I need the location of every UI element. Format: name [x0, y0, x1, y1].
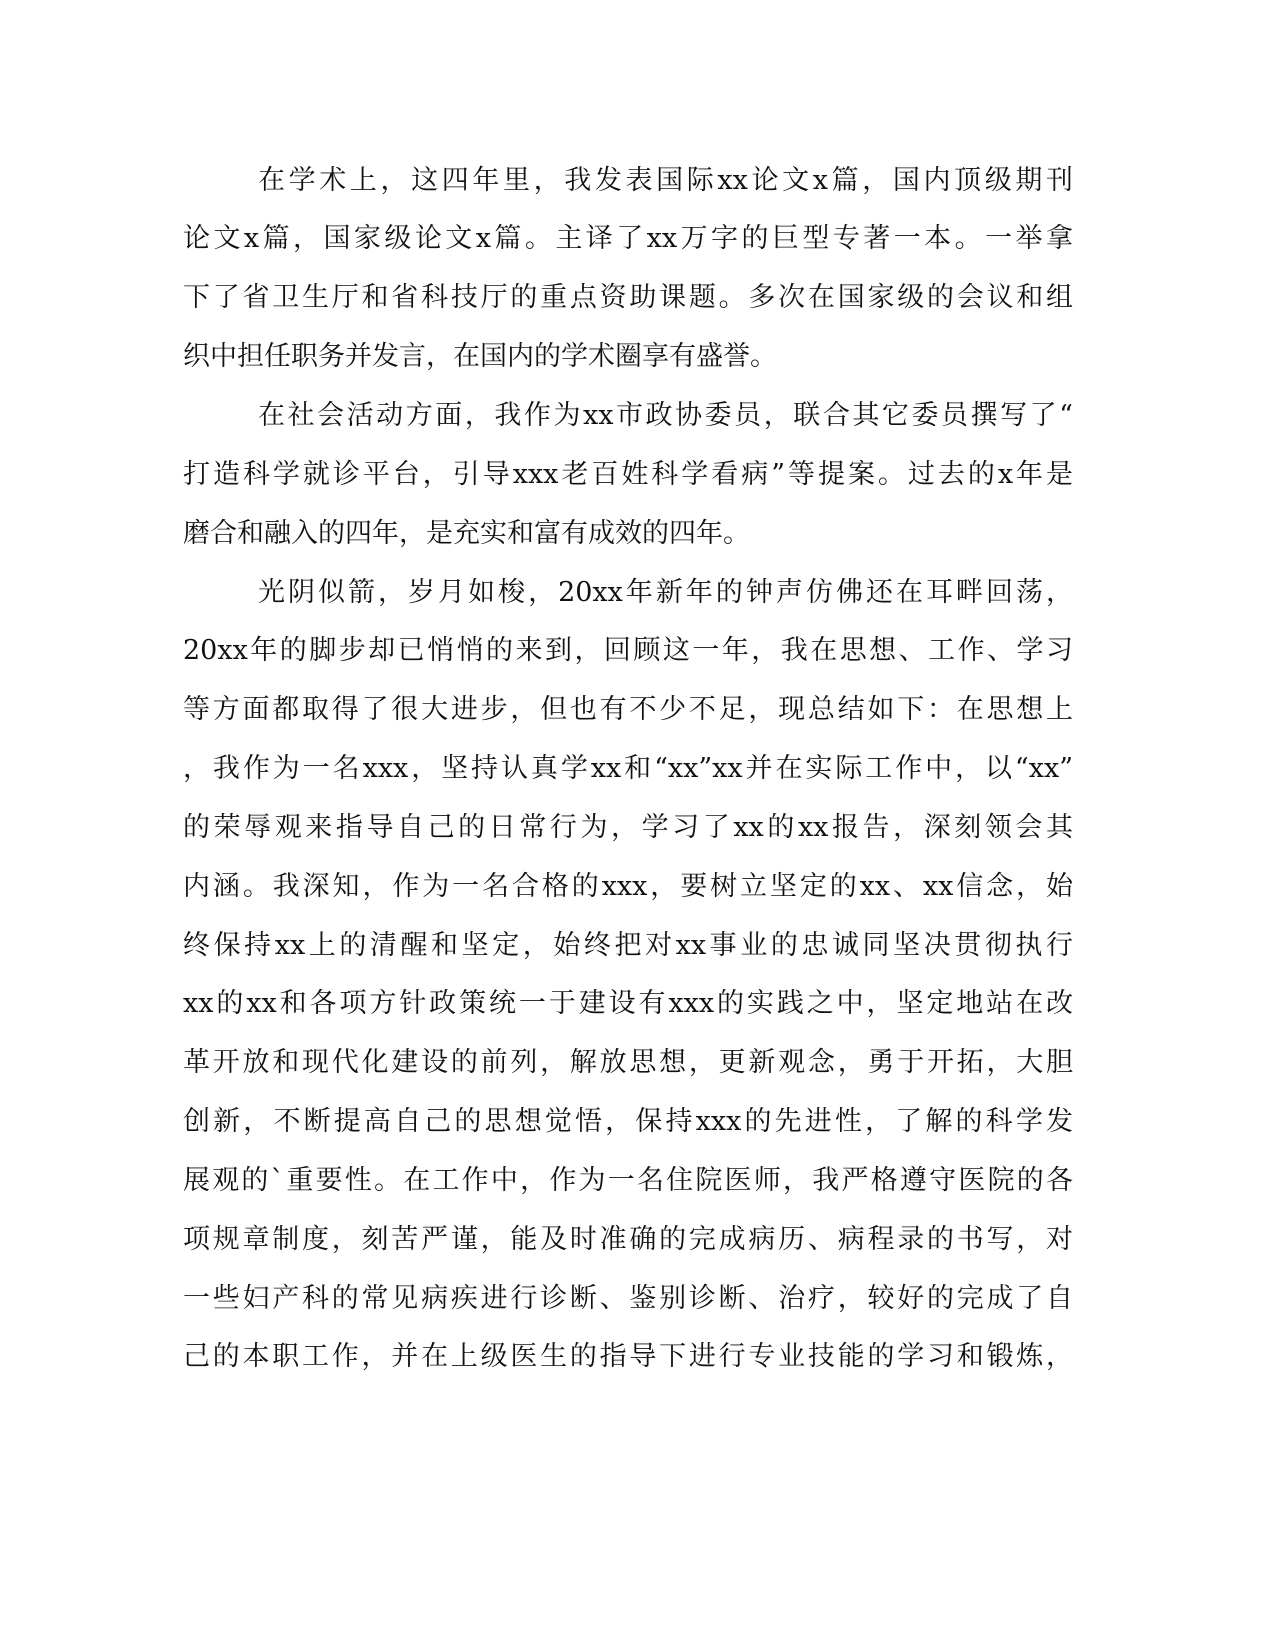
text-line: 的荣辱观来指导自己的日常行为，学习了xx的xx报告，深刻领会其 [183, 812, 1073, 843]
text-line: 创新，不断提高自己的思想觉悟，保持xxx的先进性，了解的科学发 [183, 1106, 1073, 1137]
text-line: 论文x篇，国家级论文x篇。主译了xx万字的巨型专著一本。一举拿 [183, 223, 1073, 254]
text-line: 下了省卫生厅和省科技厅的重点资助课题。多次在国家级的会议和组 [183, 282, 1073, 313]
text-line: 打造科学就诊平台，引导xxx老百姓科学看病”等提案。过去的x年是 [183, 459, 1073, 490]
text-line: 光阴似箭，岁月如梭，20xx年新年的钟声仿佛还在耳畔回荡， [258, 577, 1073, 608]
text-line: ，我作为一名xxx，坚持认真学xx和“xx”xx并在实际工作中，以“xx” [183, 753, 1073, 784]
text-line: 在学术上，这四年里，我发表国际xx论文x篇，国内顶级期刊 [258, 165, 1073, 196]
text-line: 在社会活动方面，我作为xx市政协委员，联合其它委员撰写了“ [258, 400, 1073, 431]
text-line: 项规章制度，刻苦严谨，能及时准确的完成病历、病程录的书写，对 [183, 1224, 1073, 1255]
text-line: 终保持xx上的清醒和坚定，始终把对xx事业的忠诚同坚决贯彻执行 [183, 930, 1073, 961]
text-line: 等方面都取得了很大进步，但也有不少不足，现总结如下：在思想上 [183, 694, 1073, 725]
text-line: 己的本职工作，并在上级医生的指导下进行专业技能的学习和锻炼， [183, 1341, 1073, 1372]
text-line: 展观的`重要性。在工作中，作为一名住院医师，我严格遵守医院的各 [183, 1165, 1073, 1196]
text-line: 革开放和现代化建设的前列，解放思想，更新观念，勇于开拓，大胆 [183, 1047, 1073, 1078]
text-line: 内涵。我深知，作为一名合格的xxx，要树立坚定的xx、xx信念，始 [183, 871, 1073, 902]
text-line: 织中担任职务并发言，在国内的学术圈享有盛誉。 [183, 341, 777, 372]
text-line: 20xx年的脚步却已悄悄的来到，回顾这一年，我在思想、工作、学习 [183, 635, 1073, 666]
text-line: 一些妇产科的常见病疾进行诊断、鉴别诊断、治疗，较好的完成了自 [183, 1283, 1073, 1314]
text-line: 磨合和融入的四年，是充实和富有成效的四年。 [183, 518, 750, 549]
text-line: xx的xx和各项方针政策统一于建设有xxx的实践之中，坚定地站在改 [183, 988, 1073, 1019]
